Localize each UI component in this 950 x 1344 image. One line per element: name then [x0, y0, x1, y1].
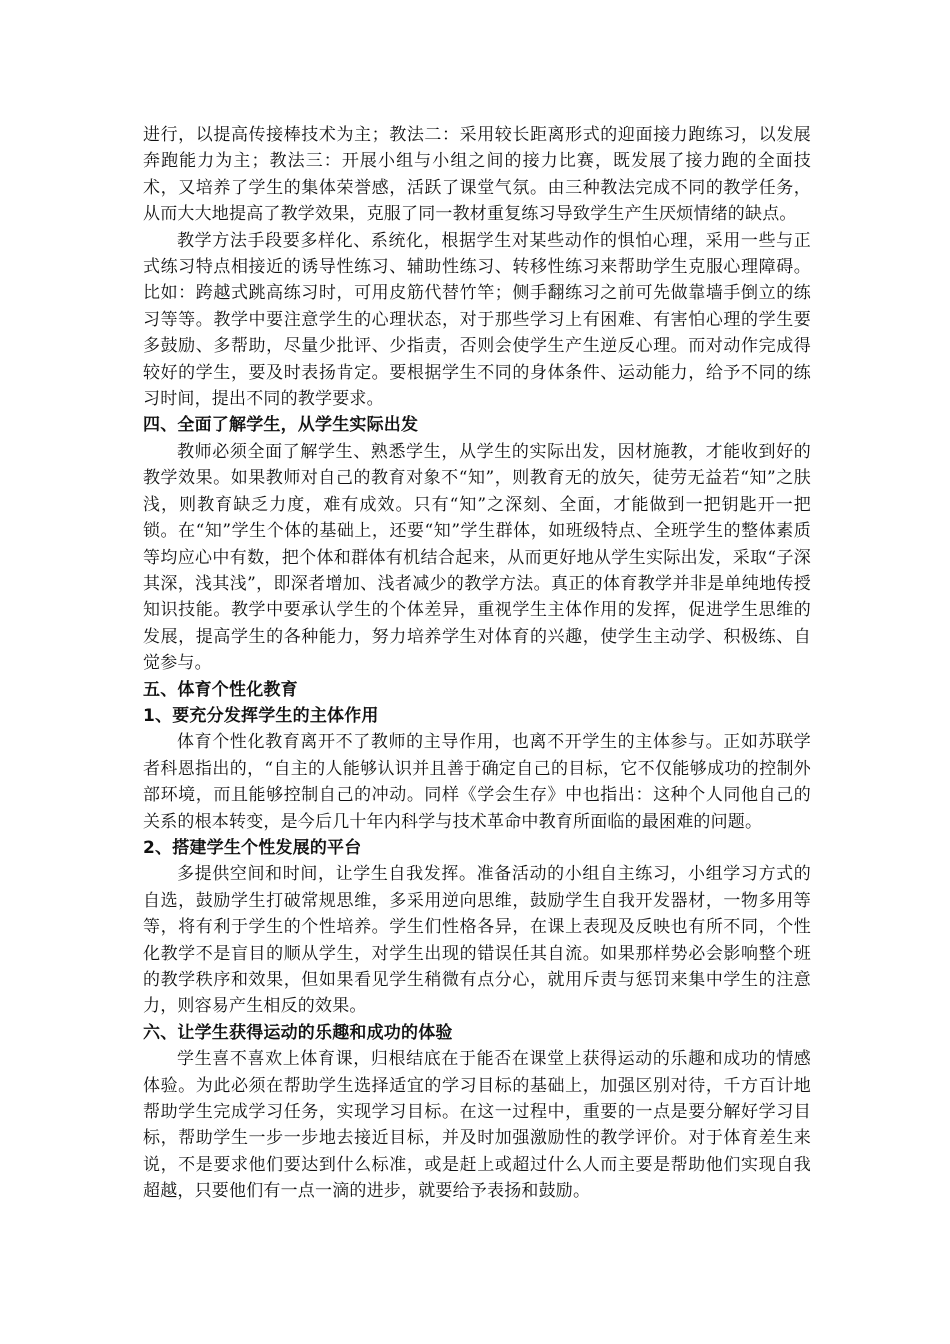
section-heading-6: 六、让学生获得运动的乐趣和成功的体验: [143, 1022, 453, 1043]
paragraph-relay-teaching-methods: 进行，以提高传接棒技术为主；教法二：采用较长距离形式的迎面接力跑练习，以发展奔跑能力为主；教法三：开展小组与小组之间的接力比赛，既发展了接力跑的全面技术，又培养了学生的集体荣誉感，活跃了课堂气氛。由三种教法完成不同的教学任务，从而大大地提高了教学效果，克服了同一教材重复练习导致学生产生厌烦情绪的缺点。: [143, 125, 811, 225]
paragraph-personality-platform: 多提供空间和时间，让学生自我发挥。准备活动的小组自主练习，小组学习方式的自选，鼓励学生打破常规思维，多采用逆向思维，鼓励学生自我开发器材，一物多用等等，将有利于学生的个性培养。学生们性格各异，在课上表现及反映也有所不同，个性化教学不是盲目的顺从学生，对学生出现的错误任其自流。如果那样势必会影响整个班的教学秩序和效果，但如果看见学生稍微有点分心，就用斥责与惩罚来集中学生的注意力，则容易产生相反的效果。: [143, 864, 811, 1017]
document-page: [143, 122, 811, 1205]
subsection-heading-5-2: 2、搭建学生个性发展的平台: [143, 837, 362, 858]
paragraph-know-students: 教师必须全面了解学生、熟悉学生，从学生的实际出发，因材施教，才能收到好的教学效果。如果教师对自己的教育对象不“知”，则教育无的放矢，徒劳无益若“知”之肤浅，则教育缺乏力度，难有成效。只有“知”之深刻、全面，才能做到一把钥匙开一把锁。在“知”学生个体的基础上，还要“知”学生群体，如班级特点、全班学生的整体素质等均应心中有数，把个体和群体有机结合起来，从而更好地从学生实际出发，采取“子深其深，浅其浅”，即深者增加、浅者减少的教学方法。真正的体育教学并非是单纯地传授知识技能。教学中要承认学生的个体差异，重视学生主体作用的发挥，促进学生思维的发展，提高学生的各种能力，努力培养学生对体育的兴趣，使学生主动学、积极练、自觉参与。: [143, 441, 811, 674]
paragraph-diverse-methods: 教学方法手段要多样化、系统化，根据学生对某些动作的惧怕心理，采用一些与正式练习特点相接近的诱导性练习、辅助性练习、转移性练习来帮助学生克服心理障碍。比如：跨越式跳高练习时，可用皮筋代替竹竿；侧手翻练习之前可先做靠墙手倒立的练习等等。教学中要注意学生的心理状态，对于那些学习上有困难、有害怕心理的学生要多鼓励、多帮助，尽量少批评、少指责，否则会使学生产生逆反心理。而对动作完成得较好的学生，要及时表扬肯定。要根据学生不同的身体条件、运动能力，给予不同的练习时间，提出不同的教学要求。: [143, 230, 811, 410]
subsection-heading-5-1: 1、要充分发挥学生的主体作用: [143, 705, 379, 726]
paragraph-joy-and-success: 学生喜不喜欢上体育课，归根结底在于能否在课堂上获得运动的乐趣和成功的情感体验。为此必须在帮助学生选择适宜的学习目标的基础上，加强区别对待，千方百计地帮助学生完成学习任务，实现学习目标。在这一过程中，重要的一点是要分解好学习目标，帮助学生一步一步地去接近目标，并及时加强激励性的教学评价。对于体育差生来说，不是要求他们要达到什么标准，或是赶上或超过什么人而主要是帮助他们实现自我超越，只要他们有一点一滴的进步，就要给予表扬和鼓励。: [143, 1049, 811, 1202]
section-heading-4: 四、全面了解学生，从学生实际出发: [143, 415, 419, 436]
paragraph-student-subject-role: 体育个性化教育离开不了教师的主导作用，也离不开学生的主体参与。正如苏联学者科恩指出的，“自主的人能够认识并且善于确定自己的目标，它不仅能够成功的控制外部环境，而且能够控制自己的冲动。同样《学会生存》中也指出：这种个人同他自己的关系的根本转变，是今后几十年内科学与技术革命中教育所面临的最困难的问题。: [143, 732, 811, 832]
section-heading-5: 五、体育个性化教育: [143, 679, 298, 700]
